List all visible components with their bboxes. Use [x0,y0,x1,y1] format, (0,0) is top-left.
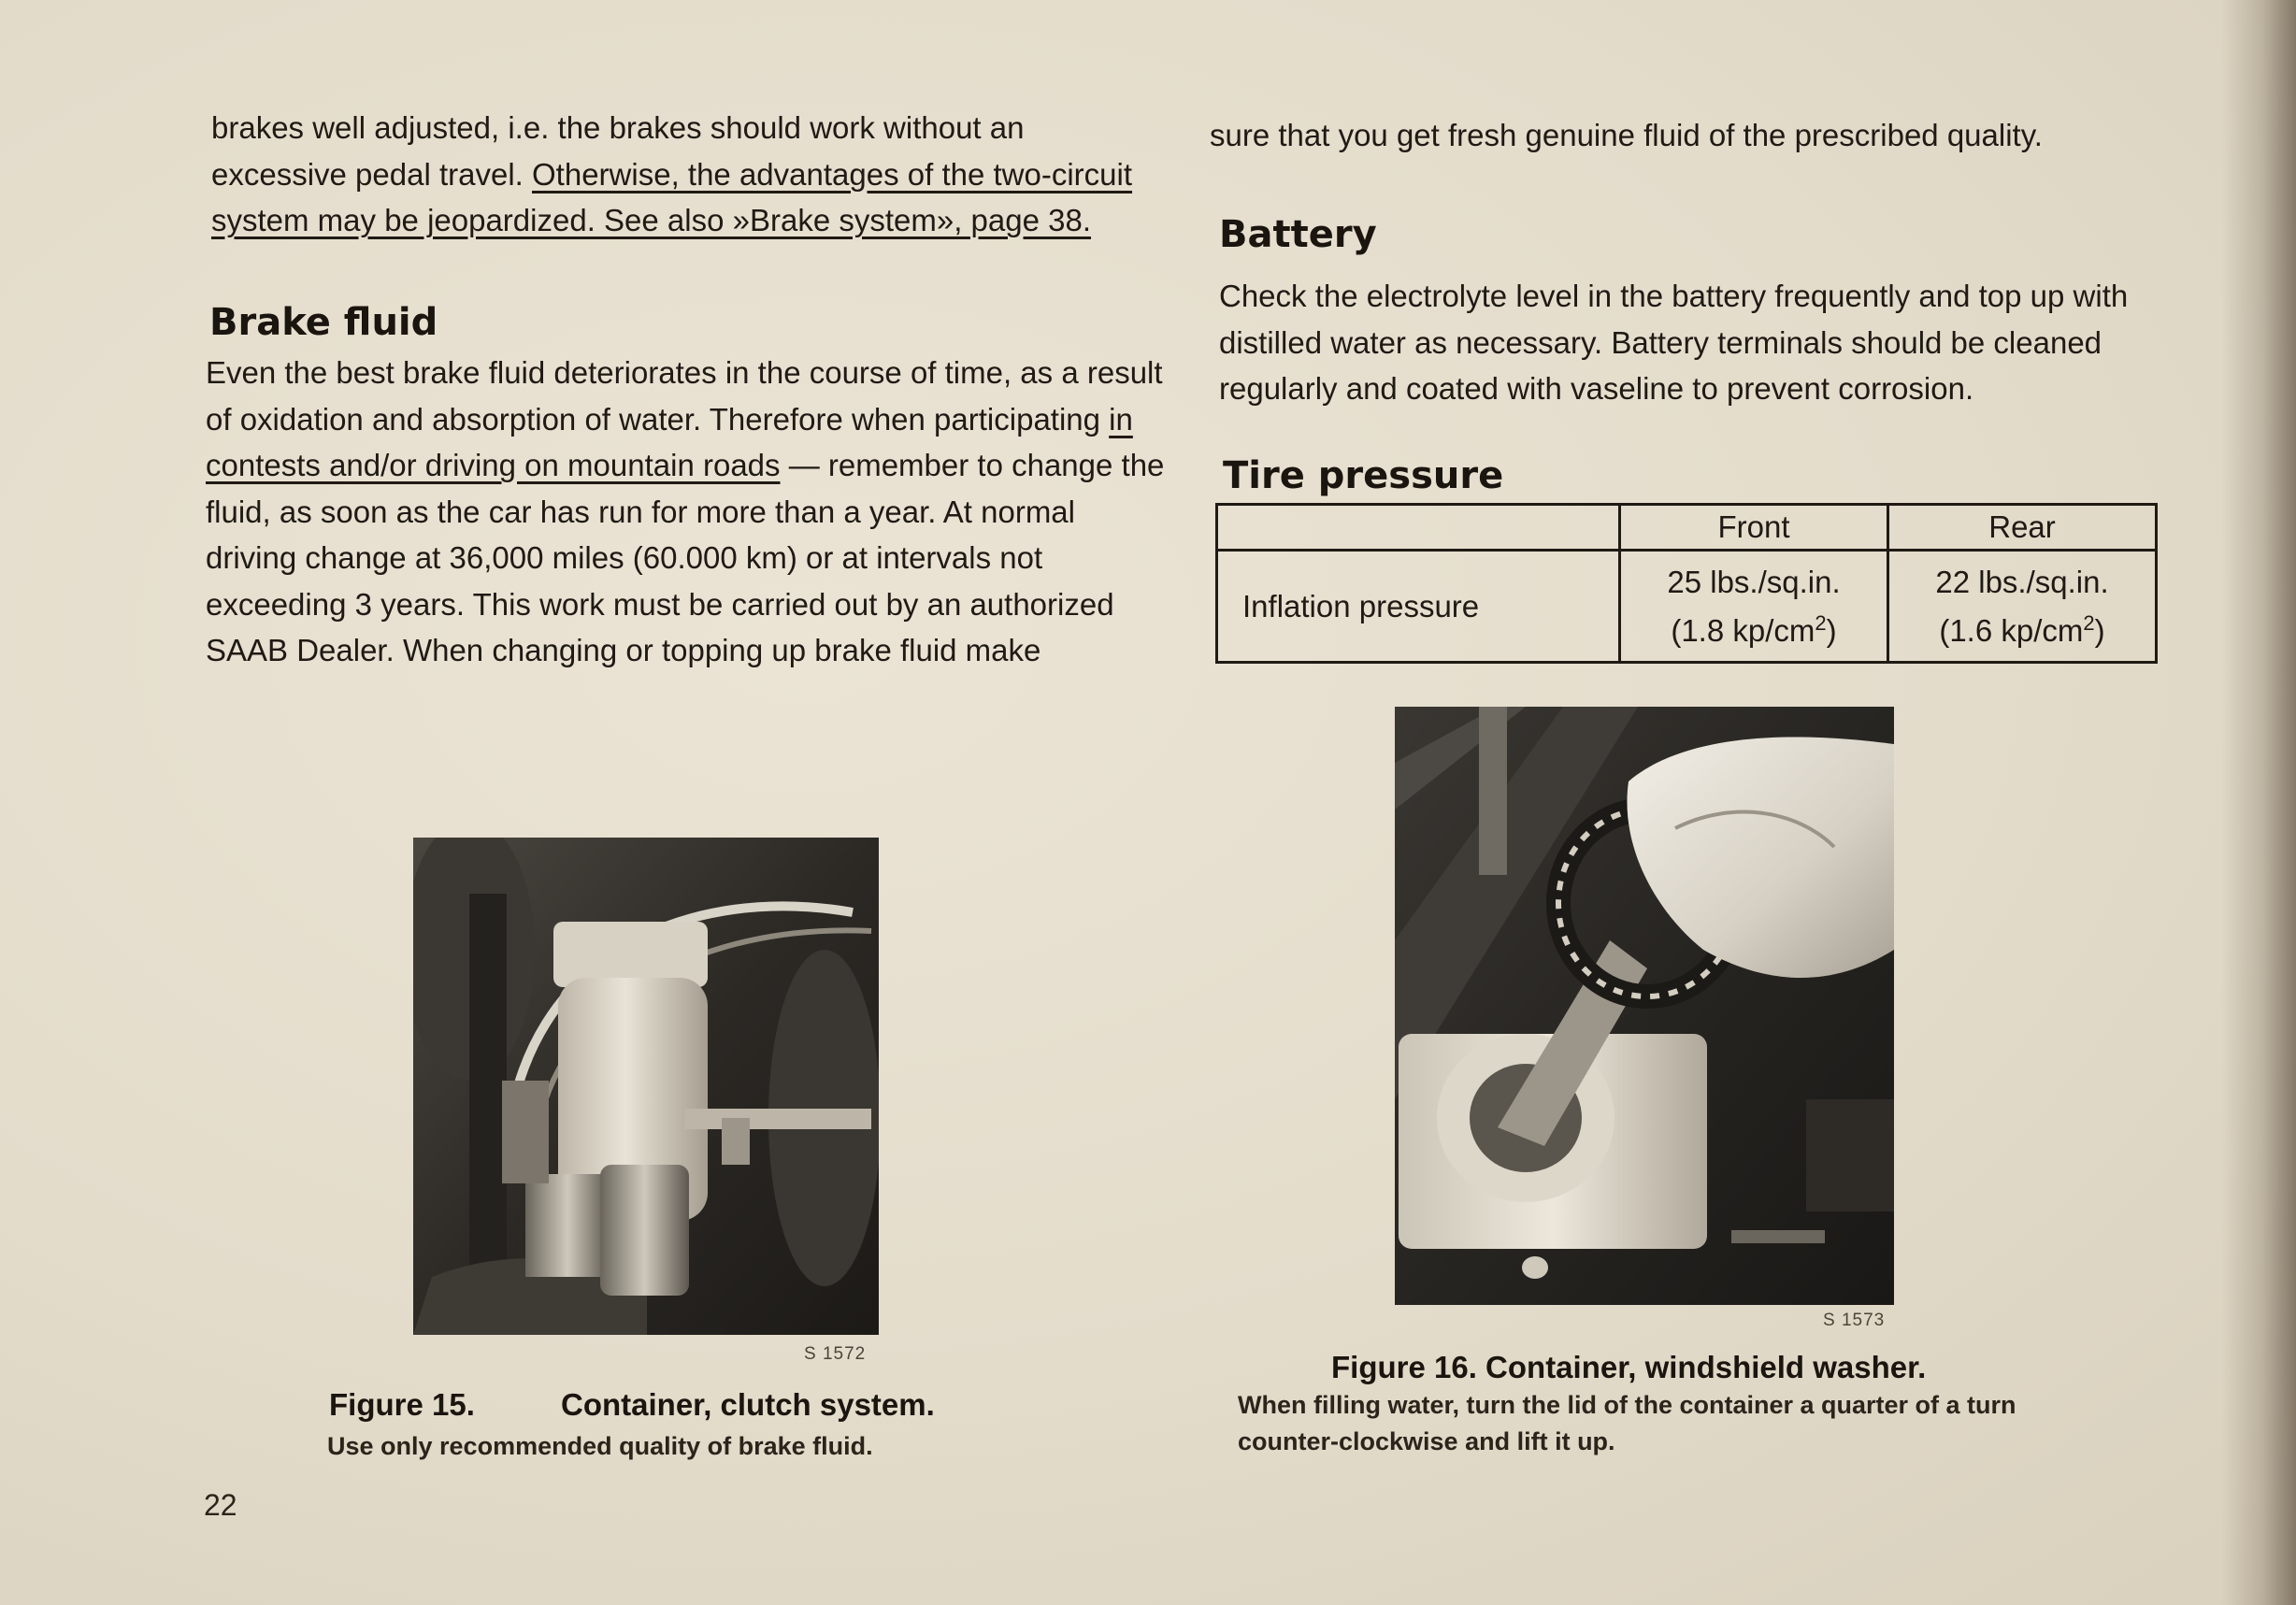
left-intro [211,105,1146,244]
right-intro [1210,112,2107,159]
page-edge-shadow [2221,0,2296,1605]
rear-metric: (1.6 $kp/cm^2$) [1939,610,2105,648]
battery-body [1219,273,2135,412]
figure15-caption: Use only recommended quality of brake fluid. [327,1432,873,1460]
table-corner-cell [1217,505,1620,551]
intro-plain: brakes well adjusted, i.e. the brakes should work without an excessive pedal travel. [211,110,1025,192]
tire-pressure-table [1215,503,2158,664]
figure15-photo [413,838,879,1335]
front-value: 25 lbs./sq.in. [1667,564,1841,599]
left-intro-text [211,105,1146,244]
table-row [1217,551,2157,663]
table-header-row [1217,505,2157,551]
front-metric: (1.8 $kp/cm^2$) [1671,610,1837,648]
page-number: 22 [204,1488,237,1522]
brake-fluid-part2: — remember to change the fluid, as soon as the car has run for more than a year. At normal driving change at 36,000 miles (60.000 km) or at intervals not exceeding 3 years. This work must be carried out by an authorized SAAB Dealer. When changing or topping up brake fluid make [206,448,1165,667]
figure16-code: S 1573 [1823,1311,1886,1330]
col-front: Front [1620,505,1888,551]
intro-underlined: Otherwise, the advantages of the two-circuit system may be jeopardized. See also »Brake system», page 38. [211,156,1133,237]
front-cell [1620,551,1888,663]
figure16-caption: When filling water, turn the lid of the container a quarter of a turn counter-clockwise and lift it up. [1238,1391,2016,1455]
right-intro-text: sure that you get fresh genuine fluid of the prescribed quality. [1210,118,2043,152]
battery-heading: Battery [1219,213,1377,256]
brake-fluid-body [206,350,1169,674]
battery-text: Check the electrolyte level in the battery frequently and top up with distilled water as necessary. Battery terminals should be cleaned regularly and coated with vaseline to prevent corrosion. [1219,279,2129,406]
figure15-code: S 1572 [804,1344,867,1364]
col-rear: Rear [1888,505,2157,551]
figure15-title: Container, clutch system. [561,1387,935,1422]
brake-fluid-part1: Even the best brake fluid deteriorates in the course of time, as a result of oxidation and absorption of water. Therefore when participating [206,355,1163,437]
figure16-photo [1395,707,1894,1305]
rear-cell [1888,551,2157,663]
figure16-title: Figure 16. Container, windshield washer. [1331,1350,1927,1384]
brake-fluid-underlined: in contests and/or driving on mountain roads [206,401,1133,482]
row-label: Inflation pressure [1217,551,1620,663]
brake-fluid-text [206,350,1169,674]
brake-fluid-heading: Brake fluid [209,301,438,344]
figure15-label: Figure 15. [329,1387,475,1422]
rear-value: 22 lbs./sq.in. [1935,564,2109,599]
tire-pressure-heading: Tire pressure [1223,454,1504,497]
